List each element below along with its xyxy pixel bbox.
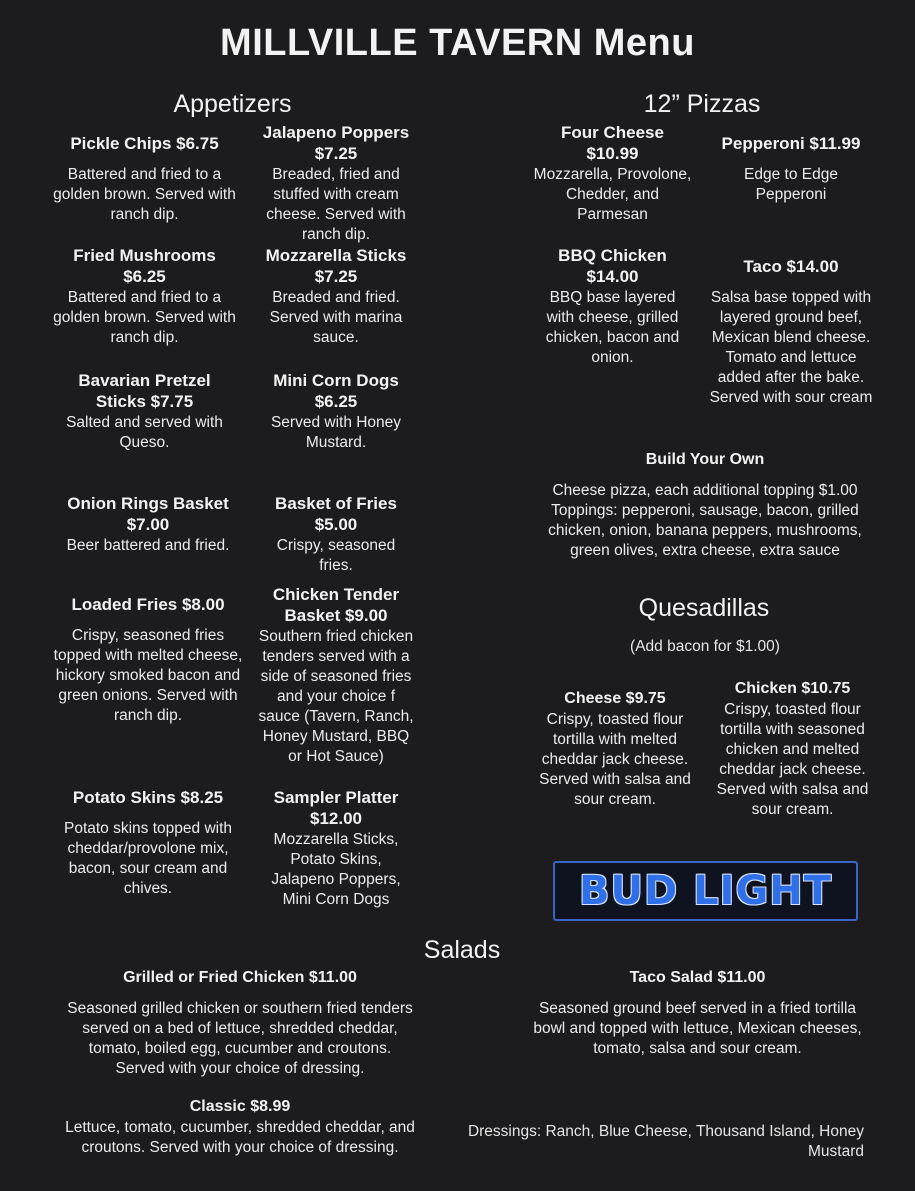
menu-item [530, 122, 695, 225]
item-description: Crispy, seasoned fries. [276, 537, 396, 574]
item-name: Chicken Tender Basket $9.00 [272, 585, 400, 625]
menu-item [52, 370, 237, 453]
item-description: Beer battered and fried. [66, 537, 230, 554]
item-name: BBQ Chicken $14.00 [558, 246, 667, 286]
menu-item [250, 245, 422, 348]
item-name: Pickle Chips $6.75 [70, 134, 219, 153]
item-description: Potato skins topped with cheddar/provolone mix, bacon, sour cream and chives. [63, 820, 233, 897]
item-name: Taco $14.00 [743, 257, 839, 276]
logo-text: BUD LIGHT [578, 868, 833, 914]
item-name: Cheese $9.75 [564, 690, 666, 707]
item-description: Breaded and fried. Served with marina sauce. [269, 289, 403, 346]
item-description: Crispy, toasted flour tortilla with melted cheddar jack cheese. Served with salsa and sour cream. [539, 711, 691, 808]
bud-light-logo [553, 861, 858, 921]
salads-heading: Salads [423, 936, 501, 964]
menu-item [525, 967, 870, 1059]
menu-item [530, 245, 695, 368]
pizzas-heading: 12” Pizzas [643, 90, 761, 118]
menu-item [52, 493, 244, 556]
item-name: Sampler Platter $12.00 [273, 788, 399, 828]
menu-item [705, 256, 877, 408]
item-name: Mini Corn Dogs $6.25 [273, 371, 399, 411]
item-description: Served with Honey Mustard. [270, 414, 402, 451]
menu-item [52, 594, 244, 726]
menu-item [250, 122, 422, 245]
menu-item [52, 245, 237, 348]
menu-item [250, 493, 422, 576]
item-description: Mozzarella, Provolone, Chedder, and Parmesan [533, 166, 692, 223]
item-name: Four Cheese $10.99 [561, 123, 664, 163]
item-name: Potato Skins $8.25 [72, 788, 224, 807]
item-description: Crispy, toasted flour tortilla with seasoned chicken and melted cheddar jack cheese. Served with salsa and sour cream. [716, 701, 869, 818]
menu-item [250, 584, 422, 767]
menu-item [60, 1096, 420, 1158]
item-description: BBQ base layered with cheese, grilled chicken, bacon and onion. [545, 289, 680, 366]
item-name: Basket of Fries $5.00 [275, 494, 397, 534]
item-name: Loaded Fries $8.00 [71, 595, 225, 614]
menu-item [530, 688, 700, 810]
item-description: Lettuce, tomato, cucumber, shredded cheddar, and croutons. Served with your choice of dressing. [65, 1119, 415, 1156]
item-description: Edge to Edge Pepperoni [744, 166, 838, 203]
item-description: Battered and fried to a golden brown. Served with ranch dip. [53, 166, 236, 223]
item-description: Mozzarella Sticks, Potato Skins, Jalapeno Poppers, Mini Corn Dogs [271, 831, 401, 908]
item-name: Chicken $10.75 [734, 680, 851, 697]
item-description: Crispy, seasoned fries topped with melted cheese, hickory smoked bacon and green onions. Served with ranch dip. [53, 627, 243, 724]
menu-item [250, 370, 422, 453]
item-description: Southern fried chicken tenders served with a side of seasoned fries and your choice f sauce (Tavern, Ranch, Honey Mustard, BBQ or Hot Sauce) [258, 628, 414, 765]
quesadilla-note: (Add bacon for $1.00) [630, 638, 780, 655]
item-description: Cheese pizza, each additional topping $1.00 Toppings: pepperoni, sausage, bacon, grilled chicken, onion, banana peppers, mushrooms, green olives, extra cheese, extra sauce [548, 482, 862, 559]
menu-item [52, 133, 237, 225]
item-name: Fried Mushrooms $6.25 [73, 246, 216, 286]
item-name: Taco Salad $11.00 [629, 969, 766, 986]
item-name: Grilled or Fried Chicken $11.00 [123, 969, 357, 986]
dressings-list: Dressings: Ranch, Blue Cheese, Thousand Island, Honey Mustard [467, 1123, 864, 1160]
item-name: Jalapeno Poppers $7.25 [262, 123, 410, 163]
menu-item [530, 449, 880, 561]
menu-item [250, 787, 422, 910]
menu-item [705, 678, 880, 820]
item-description: Battered and fried to a golden brown. Served with ranch dip. [53, 289, 236, 346]
menu-item [60, 967, 420, 1079]
menu-title: MILLVILLE TAVERN Menu [220, 22, 695, 64]
item-description: Salted and served with Queso. [66, 414, 223, 451]
item-name: Onion Rings Basket $7.00 [67, 494, 229, 534]
quesadillas-heading: Quesadillas [638, 594, 770, 622]
item-name: Pepperoni $11.99 [721, 134, 861, 153]
item-name: Classic $8.99 [189, 1098, 291, 1115]
item-name: Build Your Own [645, 451, 765, 468]
item-name: Bavarian Pretzel Sticks $7.75 [78, 371, 211, 411]
item-description: Breaded, fried and stuffed with cream cheese. Served with ranch dip. [266, 166, 406, 243]
item-description: Salsa base topped with layered ground beef, Mexican blend cheese. Tomato and lettuce added after the bake. Served with sour cream [709, 289, 873, 406]
item-description: Seasoned ground beef served in a fried tortilla bowl and topped with lettuce, Mexican cheeses, tomato, salsa and sour cream. [533, 1000, 862, 1057]
item-name: Mozzarella Sticks $7.25 [265, 246, 407, 286]
appetizers-heading: Appetizers [173, 90, 292, 118]
menu-item [52, 787, 244, 899]
menu-item [705, 133, 877, 205]
item-description: Seasoned grilled chicken or southern fried tenders served on a bed of lettuce, shredded cheddar, tomato, boiled egg, cucumber and croutons. Served with your choice of dressing. [67, 1000, 413, 1077]
